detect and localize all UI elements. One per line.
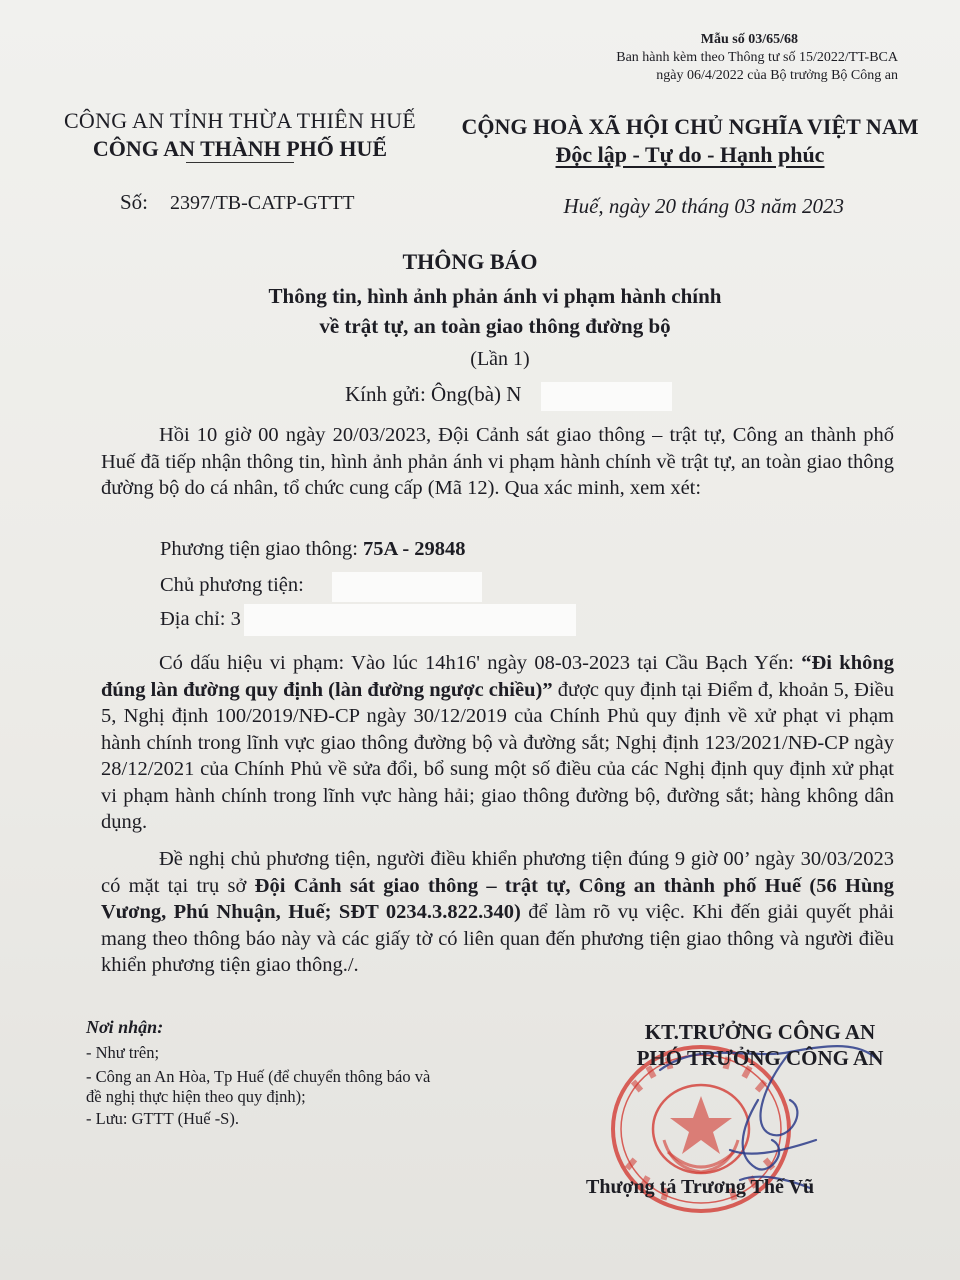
agency-parent: CÔNG AN TỈNH THỪA THIÊN HUẾ — [63, 108, 417, 133]
recipient-item: - Lưu: GTTT (Huế -S). — [86, 1109, 239, 1128]
form-code: Mẫu số 03/65/68 — [700, 32, 798, 47]
paragraph-summons — [101, 846, 894, 979]
recipient-item: - Công an An Hòa, Tp Huế (để chuyển thông báo và — [86, 1067, 431, 1086]
violation-legal-basis: được quy định tại Điểm đ, khoản 5, Điều 5, Nghị định 100/2019/NĐ-CP ngày 30/12/2019 của Chính Phủ quy định về xử phạt vi phạm hành chính trong lĩnh vực giao thông đường bộ và đường sắt; Nghị định 123/2021/NĐ-CP ngày 28/12/2021 của Chính Phủ về sửa đổi, bổ sung một số điều của các Nghị định quy định xử phạt vi phạm hành chính trong lĩnh vực hàng hải; giao thông đường bộ, đường sắt; hàng không dân dụng. — [101, 678, 894, 833]
place-date: Huế, ngày 20 tháng 03 năm 2023 — [563, 194, 844, 218]
paragraph-intake: Hồi 10 giờ 00 ngày 20/03/2023, Đội Cảnh sát giao thông – trật tự, Công an thành phố Huế đã tiếp nhận thông tin, hình ảnh phản ánh vi phạm hành chính về trật tự, an toàn giao thông đường bộ do cá nhân, tổ chức cung cấp (Mã 12). Qua xác minh, xem xét: — [101, 424, 894, 499]
owner-field — [160, 574, 304, 597]
summons-instructions: để làm rõ vụ việc. Khi đến giải quyết phải mang theo thông báo này và các giấy tờ có liên quan đến phương tiện giao thông và người điều khiển phương tiện giao thông./. — [101, 901, 894, 976]
document-number-value: 2397/TB-CATP-GTTT — [170, 192, 355, 214]
greeting: Kính gửi: Ông(bà) N — [345, 382, 522, 406]
document-subtitle-2: về trật tự, an toàn giao thông đường bộ — [319, 314, 671, 338]
owner-label: Chủ phương tiện: — [160, 574, 304, 596]
signature-title-2: PHÓ TRƯỞNG CÔNG AN — [636, 1046, 884, 1070]
document-number-label: Số: — [120, 190, 149, 214]
notice-round: (Lần 1) — [470, 348, 530, 370]
document-title: THÔNG BÁO — [402, 249, 538, 274]
violation-intro: Có dấu hiệu vi phạm: Vào lúc 14h16' ngày 08-03-2023 tại Cầu Bạch Yến: — [159, 652, 802, 674]
form-issuance-date: ngày 06/4/2022 của Bộ trưởng Bộ Công an — [656, 68, 898, 83]
document-number — [120, 190, 354, 215]
recipients-title: Nơi nhận: — [86, 1017, 164, 1037]
paragraph-violation — [101, 650, 894, 836]
recipient-item: - Như trên; — [86, 1043, 160, 1062]
summons-intro: Đề nghị chủ phương tiện, người điều khiển phương tiện đúng 9 giờ 00’ ngày 30/03/2023 có mặt tại trụ sở — [101, 848, 894, 897]
form-issuance-line: Ban hành kèm theo Thông tư số 15/2022/TT-BCA — [616, 50, 898, 65]
redacted-owner-name — [332, 572, 482, 602]
document-subtitle-1: Thông tin, hình ảnh phản ánh vi phạm hành chính — [268, 284, 722, 308]
vehicle-label: Phương tiện giao thông: — [160, 538, 364, 560]
agency-name: CÔNG AN THÀNH PHỐ HUẾ — [92, 136, 388, 161]
recipient-item: đề nghị thực hiện theo quy định); — [86, 1087, 306, 1106]
signer-name: Thượng tá Trương Thế Vũ — [586, 1176, 815, 1198]
vehicle-field — [160, 538, 466, 561]
redacted-address — [244, 604, 576, 636]
address-label: Địa chỉ: 3 — [160, 608, 241, 630]
agency-underline — [186, 162, 294, 163]
violation-description: “Đi không đúng làn đường quy định (làn đường ngược chiều)” — [101, 652, 894, 701]
signature-title-1: KT.TRƯỞNG CÔNG AN — [644, 1020, 876, 1044]
vehicle-plate: 75A - 29848 — [363, 538, 466, 560]
nation-motto: Độc lập - Tự do - Hạnh phúc — [555, 142, 825, 167]
nation-name: CỘNG HOÀ XÃ HỘI CHỦ NGHĨA VIỆT NAM — [461, 114, 919, 139]
summons-office: Đội Cảnh sát giao thông – trật tự, Công an thành phố Huế (56 Hùng Vương, Phú Nhuận, Huế; SĐT 0234.3.822.340) — [101, 874, 895, 923]
address-field — [160, 608, 241, 631]
redacted-recipient-name — [541, 382, 672, 411]
